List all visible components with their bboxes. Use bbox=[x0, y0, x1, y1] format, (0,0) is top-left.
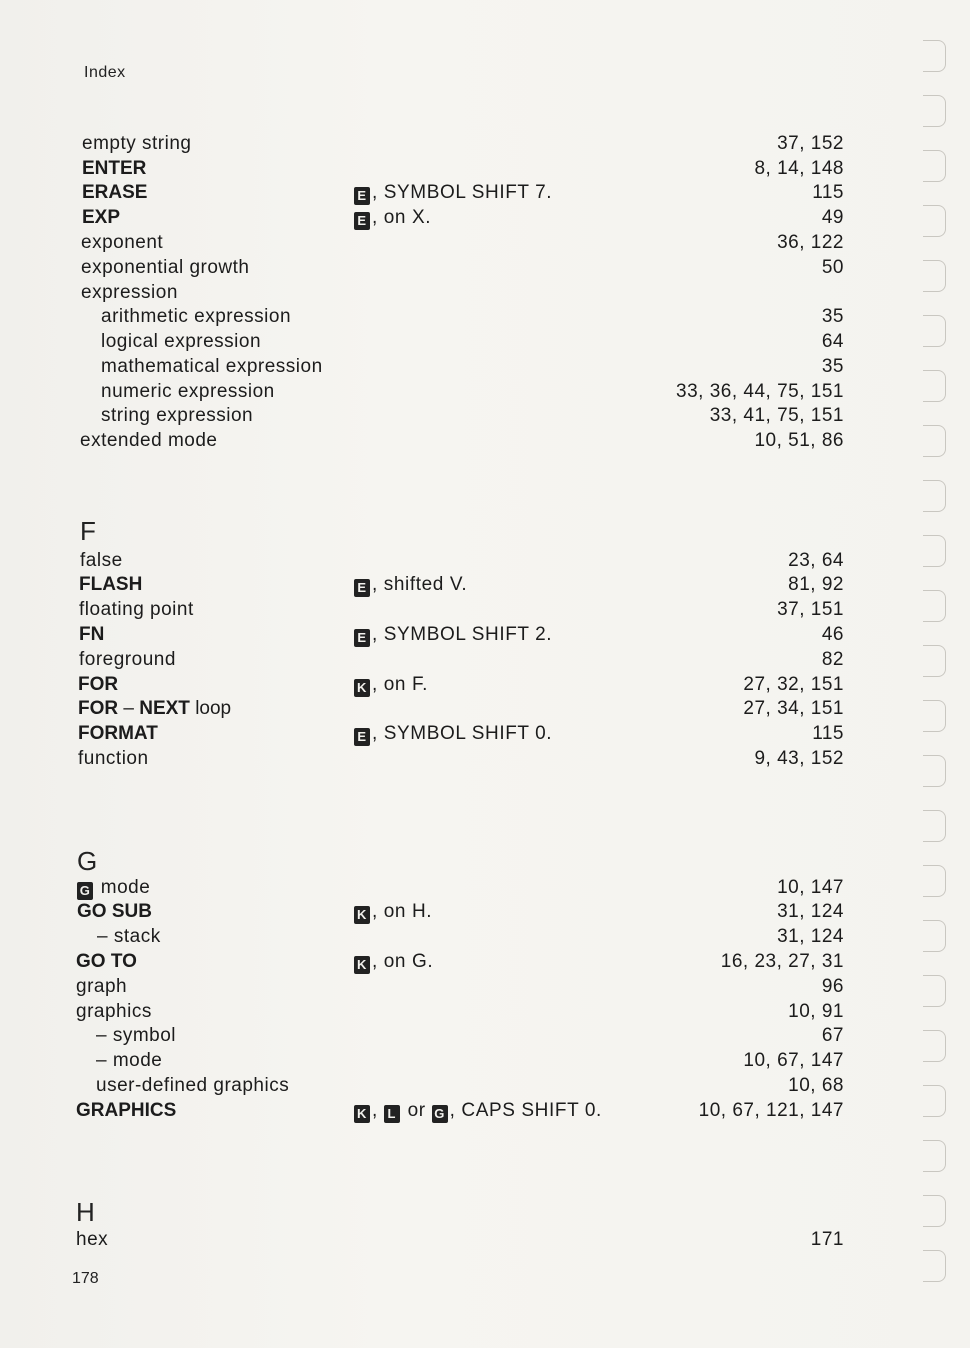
entry-term: graphics bbox=[76, 1001, 152, 1022]
key-sequence: , SYMBOL SHIFT 0. bbox=[372, 723, 553, 744]
entry-term: FOR bbox=[78, 674, 119, 695]
entry-pages: 10, 147 bbox=[777, 877, 844, 898]
key-sequence: , on X. bbox=[372, 207, 432, 228]
entry-term: extended mode bbox=[80, 430, 218, 451]
entry-pages: 10, 67, 121, 147 bbox=[698, 1100, 844, 1121]
entry-term: ERASE bbox=[82, 182, 148, 203]
entry-pages: 10, 51, 86 bbox=[754, 430, 844, 451]
entry-keys bbox=[354, 182, 552, 205]
entry-term: GO TO bbox=[76, 951, 137, 972]
entry-pages: 171 bbox=[810, 1229, 844, 1250]
entry-pages: 16, 23, 27, 31 bbox=[720, 951, 844, 972]
entry-term: false bbox=[80, 550, 123, 571]
index-entry bbox=[0, 550, 970, 575]
entry-term: arithmetic expression bbox=[101, 306, 292, 327]
entry-keys bbox=[354, 1100, 602, 1123]
entry-term bbox=[77, 877, 150, 900]
entry-term: FORMAT bbox=[78, 723, 158, 744]
entry-pages: 82 bbox=[821, 649, 844, 670]
entry-keys bbox=[354, 901, 432, 924]
key-sequence: , on F. bbox=[372, 674, 428, 695]
index-entry bbox=[0, 257, 970, 282]
entry-pages: 33, 36, 44, 75, 151 bbox=[676, 381, 844, 402]
key-sequence: , on H. bbox=[372, 901, 433, 922]
index-subentry bbox=[0, 381, 970, 406]
index-entry bbox=[0, 624, 970, 649]
entry-pages: 27, 32, 151 bbox=[743, 674, 844, 695]
entry-term: expression bbox=[81, 282, 178, 303]
entry-term: numeric expression bbox=[101, 381, 275, 402]
index-subentry bbox=[0, 331, 970, 356]
entry-term: – symbol bbox=[96, 1025, 177, 1046]
index-subentry bbox=[0, 1050, 970, 1075]
index-entry bbox=[0, 951, 970, 976]
index-entry bbox=[0, 182, 970, 207]
entry-pages: 115 bbox=[812, 182, 844, 203]
index-subentry bbox=[0, 306, 970, 331]
entry-pages: 10, 91 bbox=[788, 1001, 844, 1022]
entry-pages: 9, 43, 152 bbox=[754, 748, 844, 769]
entry-pages: 23, 64 bbox=[788, 550, 844, 571]
index-entry bbox=[0, 158, 970, 183]
index-entry bbox=[0, 282, 970, 307]
entry-pages: 10, 68 bbox=[788, 1075, 844, 1096]
entry-term: – stack bbox=[97, 926, 161, 947]
entry-term: floating point bbox=[79, 599, 194, 620]
entry-keys bbox=[354, 951, 433, 974]
index-entry bbox=[0, 674, 970, 699]
entry-pages: 31, 124 bbox=[777, 926, 844, 947]
entry-pages: 31, 124 bbox=[777, 901, 844, 922]
extended-mode-key-icon: E bbox=[354, 629, 370, 647]
entry-pages: 37, 151 bbox=[777, 599, 844, 620]
entry-pages: 64 bbox=[821, 331, 844, 352]
entry-pages: 67 bbox=[821, 1025, 844, 1046]
key-sequence: , shifted V. bbox=[372, 574, 468, 595]
index-entry bbox=[0, 877, 970, 902]
entry-pages: 50 bbox=[821, 257, 844, 278]
entry-term: foreground bbox=[79, 649, 176, 670]
key-sequence: , on G. bbox=[372, 951, 434, 972]
entry-term: FN bbox=[79, 624, 105, 645]
entry-pages: 10, 67, 147 bbox=[743, 1050, 844, 1071]
index-entry bbox=[0, 207, 970, 232]
index-subentry bbox=[0, 926, 970, 951]
entry-term: ENTER bbox=[82, 158, 147, 179]
key-sequence: , CAPS SHIFT 0. bbox=[449, 1100, 602, 1121]
entry-term: user-defined graphics bbox=[96, 1075, 290, 1096]
index-entry bbox=[0, 723, 970, 748]
section-letter: H bbox=[76, 1197, 95, 1227]
term-part: NEXT bbox=[139, 698, 190, 719]
term-part: FOR bbox=[78, 698, 119, 719]
index-entry bbox=[0, 232, 970, 257]
entry-pages: 36, 122 bbox=[777, 232, 844, 253]
entry-term: EXP bbox=[82, 207, 121, 228]
entry-pages: 115 bbox=[812, 723, 844, 744]
key-sequence: , SYMBOL SHIFT 7. bbox=[372, 182, 553, 203]
index-subentry bbox=[0, 1025, 970, 1050]
index-entry bbox=[0, 574, 970, 599]
entry-pages: 46 bbox=[821, 624, 844, 645]
entry-keys bbox=[354, 674, 428, 697]
section-letter: G bbox=[77, 846, 98, 876]
entry-term: string expression bbox=[101, 405, 254, 426]
term-part: mode bbox=[95, 877, 151, 898]
entry-pages: 35 bbox=[821, 306, 844, 327]
index-entry bbox=[0, 976, 970, 1001]
index-entry bbox=[0, 748, 970, 773]
extended-mode-key-icon: E bbox=[354, 212, 370, 230]
extended-mode-key-icon: E bbox=[354, 187, 370, 205]
entry-term: empty string bbox=[82, 133, 192, 154]
keyword-mode-key-icon: K bbox=[354, 1105, 370, 1123]
separator: , bbox=[372, 1100, 384, 1121]
entry-keys bbox=[354, 207, 431, 230]
entry-pages: 96 bbox=[821, 976, 844, 997]
entry-term bbox=[78, 698, 231, 720]
entry-pages: 49 bbox=[821, 207, 844, 228]
entry-pages: 27, 34, 151 bbox=[743, 698, 844, 719]
index-subentry bbox=[0, 1075, 970, 1100]
index-entry bbox=[0, 649, 970, 674]
extended-mode-key-icon: E bbox=[354, 579, 370, 597]
index-entry bbox=[0, 901, 970, 926]
keyword-mode-key-icon: K bbox=[354, 956, 370, 974]
index-entry bbox=[0, 133, 970, 158]
index-subentry bbox=[0, 356, 970, 381]
graphics-mode-key-icon: G bbox=[77, 882, 93, 900]
term-part: loop bbox=[189, 698, 232, 719]
entry-term: hex bbox=[76, 1229, 109, 1250]
entry-term: logical expression bbox=[101, 331, 262, 352]
entry-term: GRAPHICS bbox=[76, 1100, 177, 1121]
letter-mode-key-icon: L bbox=[384, 1105, 400, 1123]
entry-term: mathematical expression bbox=[101, 356, 323, 377]
key-sequence: , SYMBOL SHIFT 2. bbox=[372, 624, 553, 645]
entry-term: exponential growth bbox=[81, 257, 250, 278]
entry-pages: 37, 152 bbox=[777, 133, 844, 154]
index-entry bbox=[0, 1229, 970, 1254]
entry-term: function bbox=[78, 748, 149, 769]
entry-keys bbox=[354, 723, 552, 746]
term-part: – bbox=[118, 698, 140, 719]
index-entry bbox=[0, 430, 970, 455]
entry-term: exponent bbox=[81, 232, 164, 253]
entry-keys bbox=[354, 574, 467, 597]
entry-keys bbox=[354, 624, 552, 647]
index-entry bbox=[0, 599, 970, 624]
index-subentry bbox=[0, 405, 970, 430]
entry-pages: 33, 41, 75, 151 bbox=[709, 405, 844, 426]
keyword-mode-key-icon: K bbox=[354, 906, 370, 924]
caps-mode-key-icon: G bbox=[432, 1105, 448, 1123]
page-header: Index bbox=[84, 64, 126, 81]
entry-term: – mode bbox=[96, 1050, 163, 1071]
keyword-mode-key-icon: K bbox=[354, 679, 370, 697]
extended-mode-key-icon: E bbox=[354, 728, 370, 746]
index-entry bbox=[0, 698, 970, 723]
separator: or bbox=[401, 1100, 432, 1121]
page-number: 178 bbox=[72, 1270, 99, 1287]
entry-pages: 35 bbox=[821, 356, 844, 377]
section-letter: F bbox=[80, 516, 96, 546]
entry-pages: 8, 14, 148 bbox=[754, 158, 844, 179]
entry-pages: 81, 92 bbox=[788, 574, 844, 595]
entry-term: FLASH bbox=[79, 574, 143, 595]
index-entry bbox=[0, 1100, 970, 1125]
entry-term: GO SUB bbox=[77, 901, 152, 922]
index-entry bbox=[0, 1001, 970, 1026]
entry-term: graph bbox=[76, 976, 128, 997]
